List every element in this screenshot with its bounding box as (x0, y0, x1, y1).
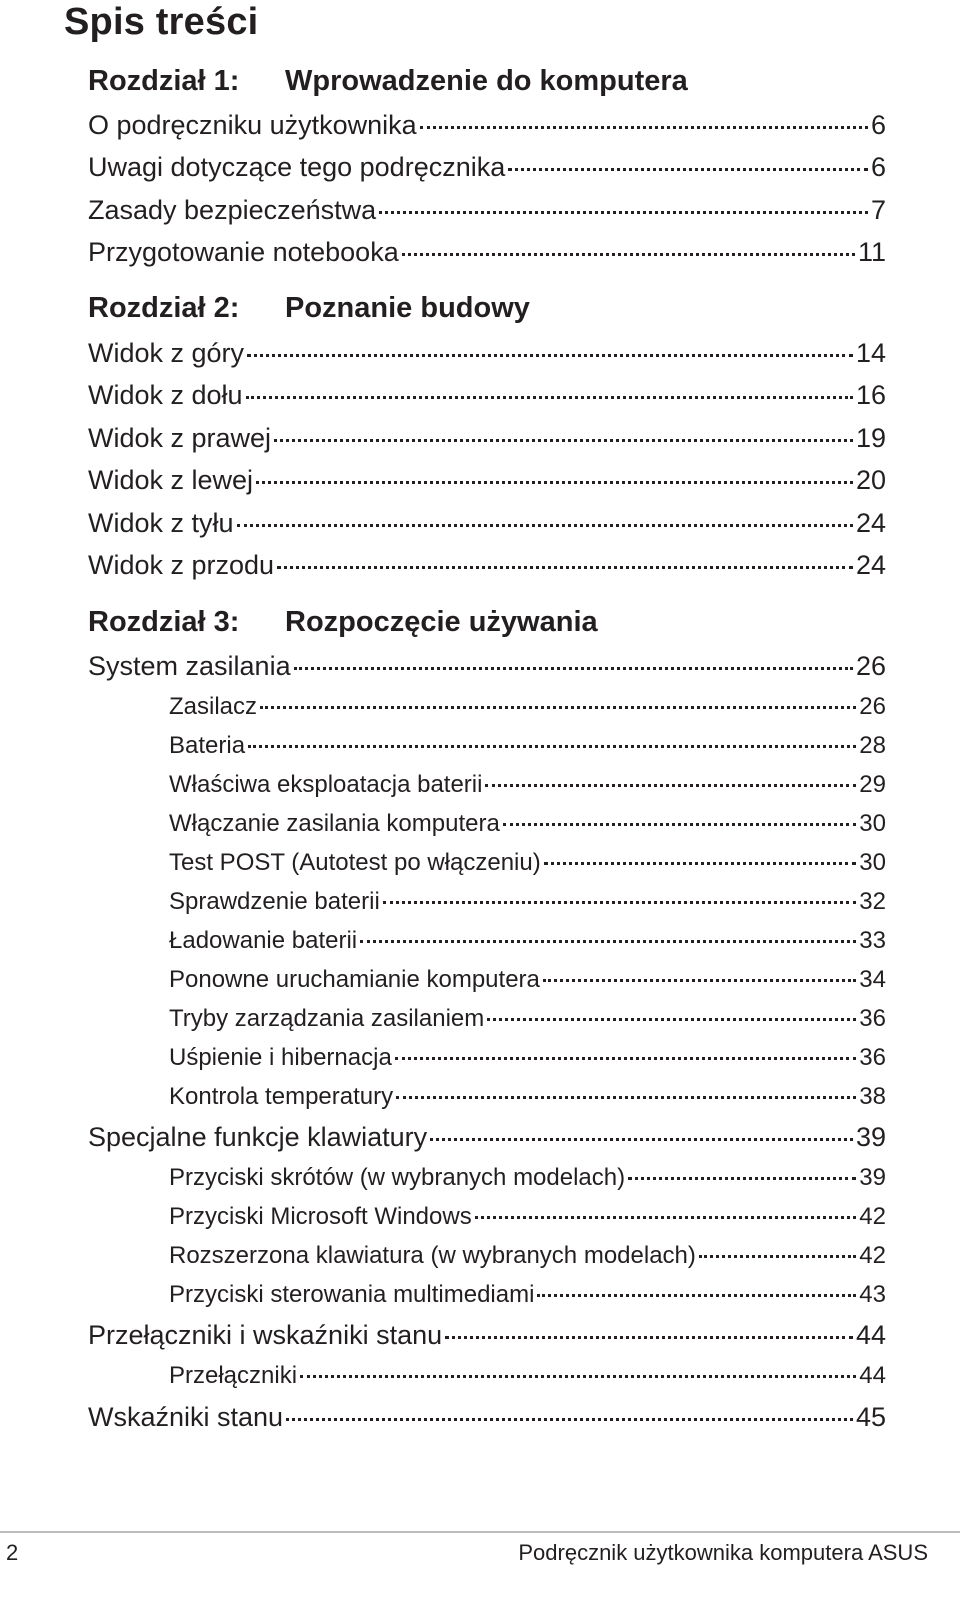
dot-leader (274, 439, 853, 442)
toc-entry-page: 28 (859, 732, 886, 759)
toc-entry-label: Przełączniki i wskaźniki stanu (88, 1320, 443, 1350)
dot-leader (544, 862, 857, 865)
toc-entry-page: 16 (855, 380, 886, 410)
toc-entry-label: Rozszerzona klawiatura (w wybranych modelach) (169, 1242, 696, 1269)
toc-entry-page: 6 (870, 152, 886, 182)
dot-leader (300, 1375, 856, 1378)
dot-leader (256, 481, 853, 484)
dot-leader (628, 1177, 856, 1180)
toc-entry-page: 20 (855, 465, 886, 495)
toc-subentry[interactable] (169, 1358, 886, 1394)
toc-entry-page: 38 (859, 1083, 886, 1110)
dot-leader (699, 1255, 856, 1258)
toc-entry-page: 44 (855, 1320, 886, 1350)
dot-leader (395, 1057, 857, 1060)
toc-entry[interactable] (88, 1315, 886, 1355)
toc-entry-label: Przygotowanie notebooka (88, 237, 399, 267)
toc-entry-page: 42 (859, 1203, 886, 1230)
dot-leader (402, 253, 855, 256)
toc-entry-page: 6 (870, 110, 886, 140)
toc-entry-label: Uśpienie i hibernacja (169, 1044, 392, 1071)
toc-entry-page: 24 (855, 550, 886, 580)
toc-entry-label: Przyciski skrótów (w wybranych modelach) (169, 1164, 626, 1191)
dot-leader (383, 901, 857, 904)
chapter-title: Wprowadzenie do komputera (285, 65, 688, 97)
toc-entry[interactable] (88, 105, 886, 145)
toc-entry-label: Widok z dołu (88, 380, 243, 410)
chapter-title: Poznanie budowy (285, 292, 530, 324)
dot-leader (485, 784, 856, 787)
toc-entry-label: Specjalne funkcje klawiatury (88, 1122, 428, 1152)
toc-entry[interactable] (88, 646, 886, 686)
toc-subentry[interactable] (169, 962, 886, 998)
toc-entry-label: Włączanie zasilania komputera (169, 810, 500, 837)
dot-leader (537, 1294, 856, 1297)
toc-entry-label: Przyciski Microsoft Windows (169, 1203, 472, 1230)
toc-subentry[interactable] (169, 1238, 886, 1274)
toc-entry-label: System zasilania (88, 651, 291, 681)
toc-entry-label: Sprawdzenie baterii (169, 888, 380, 915)
dot-leader (260, 706, 856, 709)
toc-subentry[interactable] (169, 1277, 886, 1313)
toc-entry-label: Test POST (Autotest po włączeniu) (169, 849, 541, 876)
dot-leader (475, 1216, 857, 1219)
toc-entry-label: Ponowne uruchamianie komputera (169, 966, 540, 993)
dot-leader (503, 823, 856, 826)
toc-entry-page: 32 (859, 888, 886, 915)
toc-subentry[interactable] (169, 728, 886, 764)
dot-leader (396, 1096, 856, 1099)
dot-leader (420, 126, 868, 129)
toc-subentry[interactable] (169, 767, 886, 803)
toc-entry-label: Widok z przodu (88, 550, 275, 580)
dot-leader (277, 566, 853, 569)
toc-entry[interactable] (88, 147, 886, 187)
toc-entry-page: 44 (859, 1362, 886, 1389)
toc-entry-label: Widok z tyłu (88, 508, 234, 538)
dot-leader (246, 396, 853, 399)
toc-entry-page: 24 (855, 508, 886, 538)
chapter-number: Rozdział 3: (88, 606, 240, 638)
toc-entry-page: 42 (859, 1242, 886, 1269)
toc-subentry[interactable] (169, 1001, 886, 1037)
toc-entry-page: 36 (859, 1044, 886, 1071)
dot-leader (237, 524, 853, 527)
toc-entry-page: 26 (855, 651, 886, 681)
dot-leader (360, 940, 856, 943)
dot-leader (294, 667, 853, 670)
toc-entry-page: 33 (859, 927, 886, 954)
footer-rule (0, 1531, 960, 1533)
dot-leader (487, 1018, 856, 1021)
toc-entry-page: 30 (859, 849, 886, 876)
page-title: Spis treści (64, 1, 259, 43)
toc-subentry[interactable] (169, 1040, 886, 1076)
toc-entry-page: 7 (870, 195, 886, 225)
dot-leader (248, 745, 856, 748)
toc-entry-page: 39 (859, 1164, 886, 1191)
toc-entry[interactable] (88, 190, 886, 230)
toc-entry-page: 39 (855, 1122, 886, 1152)
dot-leader (508, 168, 868, 171)
toc-entry-page: 30 (859, 810, 886, 837)
toc-entry-label: Tryby zarządzania zasilaniem (169, 1005, 485, 1032)
toc-entry-page: 11 (857, 237, 886, 267)
footer-title: Podręcznik użytkownika komputera ASUS (518, 1540, 928, 1565)
chapter-title: Rozpoczęcie używania (285, 606, 598, 638)
toc-entry-page: 19 (855, 423, 886, 453)
toc-entry-label: Bateria (169, 732, 246, 759)
toc-subentry[interactable] (169, 845, 886, 881)
toc-entry-label: Zasady bezpieczeństwa (88, 195, 377, 225)
toc-subentry[interactable] (169, 806, 886, 842)
toc-entry-label: Zasilacz (169, 693, 258, 720)
toc-entry[interactable] (88, 418, 886, 458)
toc-entry[interactable] (88, 1117, 886, 1157)
toc-entry-page: 45 (855, 1402, 886, 1432)
toc-entry-label: Widok z góry (88, 338, 245, 368)
toc-subentry[interactable] (169, 884, 886, 920)
toc-entry-label: Widok z prawej (88, 423, 272, 453)
footer-page-number: 2 (6, 1540, 19, 1565)
toc-entry-page: 34 (859, 966, 886, 993)
dot-leader (379, 211, 868, 214)
toc-subentry[interactable] (169, 1199, 886, 1235)
toc-entry-label: Ładowanie baterii (169, 927, 358, 954)
toc-entry-label: Widok z lewej (88, 465, 254, 495)
toc-entry[interactable] (88, 503, 886, 543)
toc-entry-label: Wskaźniki stanu (88, 1402, 284, 1432)
chapter-number: Rozdział 1: (88, 65, 240, 97)
chapter-number: Rozdział 2: (88, 292, 240, 324)
toc-entry-page: 29 (859, 771, 886, 798)
toc-entry-label: Kontrola temperatury (169, 1083, 394, 1110)
toc-entry[interactable] (88, 375, 886, 415)
toc-entry[interactable] (88, 545, 886, 585)
toc-entry-page: 36 (859, 1005, 886, 1032)
toc-subentry[interactable] (169, 923, 886, 959)
toc-entry-label: O podręczniku użytkownika (88, 110, 417, 140)
dot-leader (543, 979, 856, 982)
toc-entry[interactable] (88, 1397, 886, 1437)
toc-entry[interactable] (88, 333, 886, 373)
toc-entry-label: Przełączniki (169, 1362, 298, 1389)
toc-entry-page: 26 (859, 693, 886, 720)
dot-leader (445, 1336, 853, 1339)
dot-leader (247, 354, 853, 357)
dot-leader (286, 1418, 853, 1421)
toc-entry[interactable] (88, 460, 886, 500)
toc-entry-label: Właściwa eksploatacja baterii (169, 771, 483, 798)
toc-entry-page: 43 (859, 1281, 886, 1308)
toc-entry-label: Przyciski sterowania multimediami (169, 1281, 535, 1308)
toc-subentry[interactable] (169, 1160, 886, 1196)
toc-subentry[interactable] (169, 689, 886, 725)
toc-subentry[interactable] (169, 1079, 886, 1115)
toc-entry-label: Uwagi dotyczące tego podręcznika (88, 152, 506, 182)
dot-leader (430, 1138, 853, 1141)
toc-entry-page: 14 (855, 338, 886, 368)
toc-entry[interactable] (88, 232, 886, 272)
